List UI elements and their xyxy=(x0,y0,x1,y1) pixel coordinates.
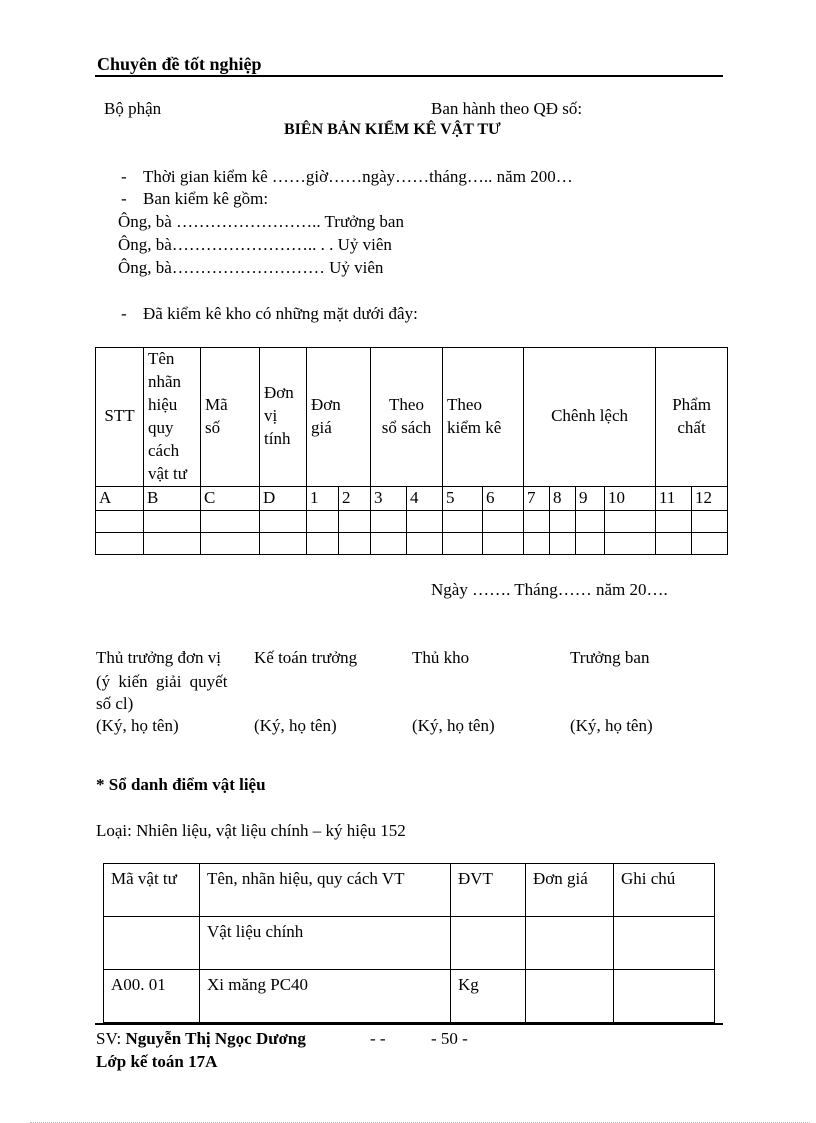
header-unit xyxy=(260,348,307,487)
column-code: D xyxy=(260,486,307,510)
time-dash: - xyxy=(121,167,127,186)
header-quality-line: chất xyxy=(677,417,706,437)
header-count xyxy=(443,348,524,487)
board-dash: - xyxy=(121,189,127,208)
header-books-line: Theo xyxy=(389,394,424,414)
header-price xyxy=(307,348,371,487)
empty-row xyxy=(96,532,728,554)
inventoried-line: Đã kiểm kê kho có những mặt dưới đây: xyxy=(143,304,418,323)
section-title: * Sổ danh điểm vật liệu xyxy=(96,775,266,794)
material-note-cell xyxy=(614,970,715,1023)
section-subtitle: Loại: Nhiên liệu, vật liệu chính – ký hiệu 152 xyxy=(96,821,406,840)
member-line-3: Ông, bà……………………… Uỷ viên xyxy=(118,258,384,277)
material-code-cell xyxy=(104,917,200,970)
header-code xyxy=(201,348,260,487)
material-unit-cell: Kg xyxy=(451,970,526,1023)
material-price-cell xyxy=(526,970,614,1023)
header-name-line: hiệu xyxy=(148,394,178,414)
column-code: A xyxy=(96,486,144,510)
material-code-cell: A00. 01 xyxy=(104,970,200,1023)
header-name-line: Tên xyxy=(148,349,175,368)
header-count-line: kiểm kê xyxy=(447,417,502,437)
signature-line: (Ký, họ tên) xyxy=(96,716,179,735)
header-material-note: Ghi chú xyxy=(614,864,715,917)
footer-separator: - - xyxy=(370,1029,386,1048)
inventory-header-row xyxy=(96,348,728,487)
header-quality xyxy=(656,348,728,487)
signature-head-note: (ý kiến giải quyết xyxy=(96,672,228,691)
header-price-line: giá xyxy=(311,417,332,437)
column-code-row xyxy=(96,486,728,510)
material-note-cell xyxy=(614,917,715,970)
column-code: 8 xyxy=(550,486,576,510)
column-code: 3 xyxy=(371,486,407,510)
header-code-line: Mã xyxy=(205,394,228,414)
header-books xyxy=(371,348,443,487)
inventoried-dash: - xyxy=(121,304,127,323)
column-code: 2 xyxy=(339,486,371,510)
header-rule xyxy=(95,75,723,77)
material-list-table xyxy=(103,863,715,1023)
column-code: 11 xyxy=(656,486,692,510)
header-unit-line: Đơn xyxy=(264,383,294,403)
footer-rule xyxy=(95,1023,723,1025)
board-line: Ban kiểm kê gồm: xyxy=(143,189,269,208)
header-material-price: Đơn giá xyxy=(526,864,614,917)
material-header-row xyxy=(104,864,715,917)
date-line: Ngày ……. Tháng…… năm 20…. xyxy=(431,580,668,599)
column-code: 4 xyxy=(407,486,443,510)
material-unit-cell xyxy=(451,917,526,970)
footer-class: Lớp kế toán 17A xyxy=(96,1052,218,1071)
header-unit-line: tính xyxy=(264,429,291,449)
header-code-line: số xyxy=(205,417,221,437)
signature-head-title: Thủ trưởng đơn vị xyxy=(96,648,221,667)
table-row xyxy=(104,970,715,1023)
signature-head-note-2: số cl) xyxy=(96,694,134,713)
header-stt: STT xyxy=(96,348,144,487)
header-price-line: Đơn xyxy=(311,394,341,414)
signature-keeper-title: Thủ kho xyxy=(412,648,470,667)
header-books-line: sổ sách xyxy=(381,417,432,437)
inventory-table xyxy=(95,347,728,555)
footer-student xyxy=(96,1029,306,1049)
header-name-line: vật tư xyxy=(148,463,187,483)
column-code: B xyxy=(144,486,201,510)
document-title: BIÊN BẢN KIỂM KÊ VẬT TƯ xyxy=(284,121,501,138)
column-code: C xyxy=(201,486,260,510)
column-code: 5 xyxy=(443,486,483,510)
signature-line: (Ký, họ tên) xyxy=(570,716,653,735)
header-unit-line: vị xyxy=(264,406,278,426)
empty-row xyxy=(96,510,728,532)
page-header-title: Chuyên đề tốt nghiệp xyxy=(97,54,262,74)
member-line-1: Ông, bà …………………….. Trưởng ban xyxy=(118,212,404,231)
member-line-2: Ông, bà…………………….. . . Uỷ viên xyxy=(118,235,392,254)
department-label: Bộ phận xyxy=(104,99,162,118)
decision-label: Ban hành theo QĐ số: xyxy=(431,99,583,118)
column-code: 10 xyxy=(605,486,656,510)
header-material-code: Mã vật tư xyxy=(104,864,200,917)
header-name xyxy=(144,348,201,487)
header-count-line: Theo xyxy=(447,394,482,414)
table-row xyxy=(104,917,715,970)
time-line: Thời gian kiểm kê ……giờ……ngày……tháng….. năm 200… xyxy=(143,167,573,186)
signature-line: (Ký, họ tên) xyxy=(412,716,495,735)
column-code: 12 xyxy=(692,486,728,510)
column-code: 1 xyxy=(307,486,339,510)
header-diff: Chênh lệch xyxy=(524,348,656,487)
page-number: - 50 - xyxy=(431,1029,468,1048)
material-name-cell: Vật liệu chính xyxy=(200,917,451,970)
footer-student-name: Nguyễn Thị Ngọc Dương xyxy=(125,1029,306,1048)
column-code: 9 xyxy=(576,486,605,510)
column-code: 6 xyxy=(483,486,524,510)
header-quality-line: Phẩm xyxy=(672,394,711,414)
header-material-unit: ĐVT xyxy=(451,864,526,917)
column-code: 7 xyxy=(524,486,550,510)
footer-student-label: SV: xyxy=(96,1029,126,1048)
signature-chair-title: Trưởng ban xyxy=(570,648,650,667)
header-name-line: nhãn xyxy=(148,371,182,391)
header-name-line: cách xyxy=(148,440,180,460)
header-name-line: quy xyxy=(148,417,174,437)
material-price-cell xyxy=(526,917,614,970)
header-material-name: Tên, nhãn hiệu, quy cách VT xyxy=(200,864,451,917)
material-name-cell: Xi măng PC40 xyxy=(200,970,451,1023)
signature-line: (Ký, họ tên) xyxy=(254,716,337,735)
signature-accountant-title: Kế toán trưởng xyxy=(254,648,358,667)
